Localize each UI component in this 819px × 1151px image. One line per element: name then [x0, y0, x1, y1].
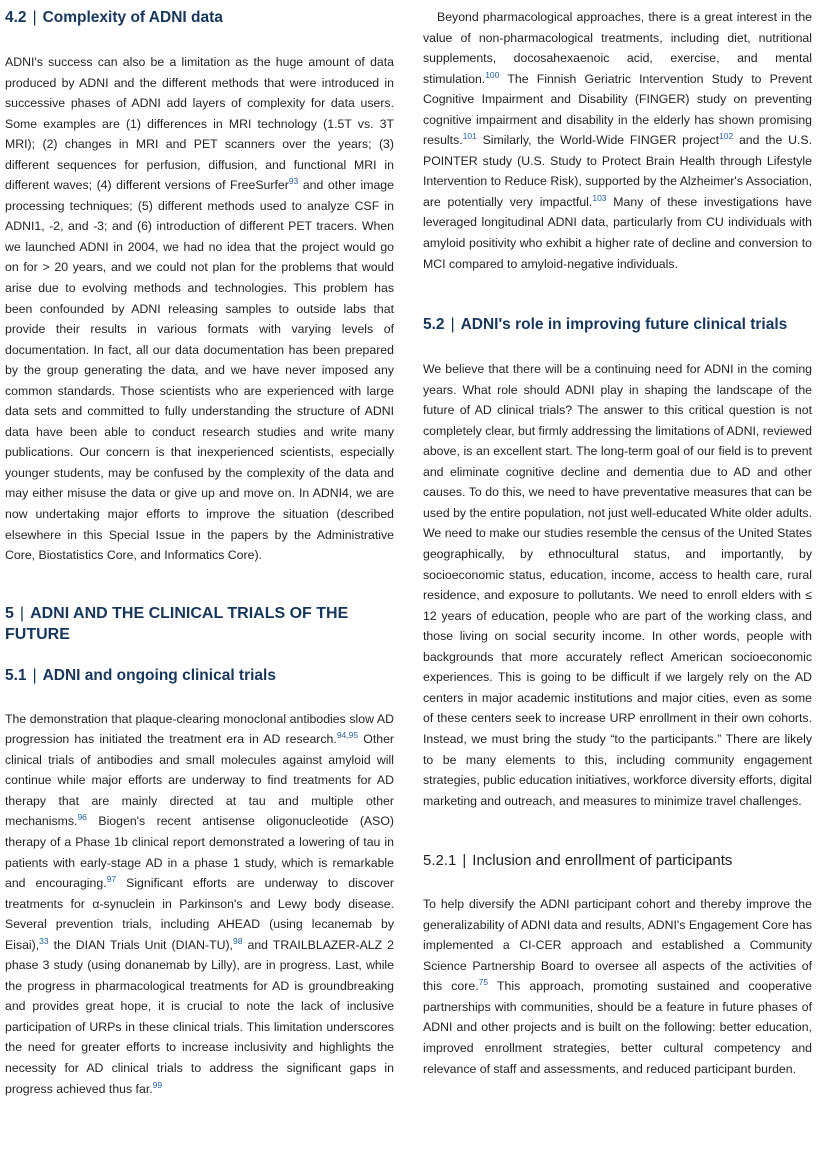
section-4-2-paragraph: ADNI's success can also be a limitation as the huge amount of data produced by ADNI and the different methods that were introduced in successive phases of ADNI add layers of complexity for data users. Some examples are (1) differences in MRI technology (1.5T vs. 3T MRI); (2) changes in MRI and PET scanners over the years; (3) different sequences for perfusion, diffusion, and functional MRI in different waves; (4) different versions of FreeSurfer$^{93}$ and other image processing techniques; (5) different methods used to analyze CSF in ADNI1, -2, and -3; and (6) introduction of different PET tracers. When we launched ADNI in 2004, we had no idea that the project would go on for > 20 years, and we could not plan for the problems that would arise due to evolving methods and technologies. This problem has been confounded by ADNI releasing samples to outside labs that provide their results in various formats with varying levels of documentation. In fact, all our data documentation has been prepared by the group generating the data, and we have never imposed any common standards. Those scientists who are experienced with large data sets and committed to fully understanding the structure of ADNI data have been able to conduct research studies and write many publications. Our concern is that inexperienced scientists, especially younger students, may be confused by the complexity of the data and may either misuse the data or give up and move on. In ADNI4, we are now undertaking major efforts to improve the situation (described elsewhere in this Special Issue in the papers by the Administrative Core, Biostatistics Core, and Informatics Core). [5, 55, 394, 563]
section-number: 5 [5, 604, 14, 622]
section-5-2-paragraph: We believe that there will be a continuing need for ADNI in the coming years. What role should ADNI play in shaping the landscape of the future of AD clinical trials? The answer to this critical question is not completely clear, but firmly addressing the limitations of ADNI, reviewed above, is an excellent start. The long-term goal of our field is to prevent and eliminate cognitive decline and dementia due to AD and other causes. To do this, we need to have preventative measures that can be used by the entire population, not just well-educated White older adults. We need to make our studies resemble the census of the United States geographically, by ethnocultural status, and importantly, by socioeconomic status, education, income, access to health care, rural residence, and exposure to pollutants. We need to enroll elders with ≤ 12 years of education, people who are part of the working class, and those living on social security income. In other words, people with backgrounds that more accurately reflect American socioeconomic experiences. This is going to be difficult if we largely rely on the AD centers in major academic institutions and major cities, even as some of these centers seek to increase URP enrollment in their own cohorts. Instead, we must bring the study “to the participants.” There are likely to be many elements to this, including community engagement strategies, public education initiatives, workforce diversity efforts, digital marketing and outreach, and measures to minimize travel challenges. [423, 362, 812, 808]
section-title: ADNI and ongoing clinical trials [42, 666, 276, 684]
section-title: ADNI AND THE CLINICAL TRIALS OF THE FUTURE [5, 604, 349, 643]
citation: 101 [462, 131, 477, 142]
section-title: Inclusion and enrollment of participants [472, 852, 733, 870]
citation: 102 [719, 131, 734, 142]
right-column [423, 0, 812, 1079]
section-5-1-heading [5, 665, 394, 686]
citation: 93 [288, 176, 299, 187]
section-number: 5.2 [423, 316, 445, 334]
section-number: 5.1 [5, 666, 27, 684]
section-number: 5.2.1 [423, 852, 457, 870]
citation: 100 [485, 69, 500, 80]
section-5-1-paragraph: The demonstration that plaque-clearing monoclonal antibodies slow AD progression has initiated the treatment era in AD research.$^{94,95}$ Other clinical trials of antibodies and small molecules against amyloid will continue while major efforts are underway to find treatments for AD therapy that are mainly directed at tau and multiple other mechanisms.$^{96}$ Biogen's recent antisense oligonucleotide (ASO) therapy of a Phase 1b clinical report demonstrated a lowering of tau in patients with early-stage AD in a phase 1 study, which is remarkable and encouraging.$^{97}$ Significant efforts are underway to discover treatments for α-synuclein in Parkinson's and Lewy body disease. Several prevention trials, including AHEAD (using lecanemab by Eisai),$^{33}$ the DIAN Trials Unit (DIAN-TU),$^{98}$ and TRAILBLAZER-ALZ 2 phase 3 study (using donanemab by Lilly), are in progress. Last, while the progress in pharmacological treatments for AD is groundbreaking and provides great hope, it is crucial to note the lack of inclusive participation of URPs in these clinical trials. This limitation underscores the need for greater efforts to increase inclusivity and highlights the necessity for AD clinical trials to address the significant gaps in progress achieved thus far.$^{99}$ [5, 711, 395, 1096]
heading-separator: | [19, 604, 25, 622]
section-title: ADNI's role in improving future clinical trials [460, 316, 788, 334]
citation: 94,95 [336, 730, 359, 741]
section-5-2-1-paragraph: To help diversify the ADNI participant cohort and thereby improve the generalizability of ADNI data and results, ADNI's Engagement Core has implemented a CI-CER approach and established a Community Science Partnership Board to oversee all aspects of the activities of this core.$^{75}$ This approach, promoting sustained and cooperative partnerships with communities, should be a feature in future phases of ADNI and other projects and is built on the following: better education, improved enrollment strategies, better cultural competency and relevance of staff and assessments, and reduced participant burden. [423, 897, 812, 1076]
citation: 33 [39, 935, 49, 946]
citation: 97 [106, 873, 117, 884]
section-4-2-heading [5, 7, 394, 28]
heading-separator: | [462, 852, 467, 870]
section-5-2-heading [423, 314, 812, 335]
citation: 103 [592, 192, 607, 203]
heading-separator: | [450, 316, 455, 334]
heading-separator: | [32, 666, 37, 684]
section-5-2-1-heading [423, 850, 812, 871]
citation: 99 [152, 1079, 163, 1090]
citation: 75 [478, 977, 489, 988]
non-pharmacological-paragraph: Beyond pharmacological approaches, there is a great interest in the value of non-pharmacological treatments, including diet, nutritional supplements, docosahexaenoic acid, exercise, and mental stimulation.$^{100}$ The Finnish Geriatric Intervention Study to Prevent Cognitive Impairment and Disability (FINGER) study on preventing cognitive impairment and disability in the elderly has shown promising results.$^{101}$ Similarly, the World-Wide FINGER project$^{102}$ and the U.S. POINTER study (U.S. Study to Protect Brain Health through Lifestyle Intervention to Reduce Risk), supported by the Alzheimer's Association, are potentially very impactful.$^{103}$ Many of these investigations have leveraged longitudinal ADNI data, particularly from CU individuals with amyloid positivity who exhibit a higher rate of decline and conversion to MCI compared to amyloid-negative individuals. [423, 10, 813, 271]
section-5-heading [5, 603, 394, 645]
left-column [5, 0, 394, 1099]
heading-separator: | [32, 9, 37, 26]
citation: 98 [232, 935, 243, 946]
section-number: 4.2 [5, 9, 27, 26]
section-title: Complexity of ADNI data [42, 9, 223, 26]
citation: 96 [77, 812, 87, 823]
